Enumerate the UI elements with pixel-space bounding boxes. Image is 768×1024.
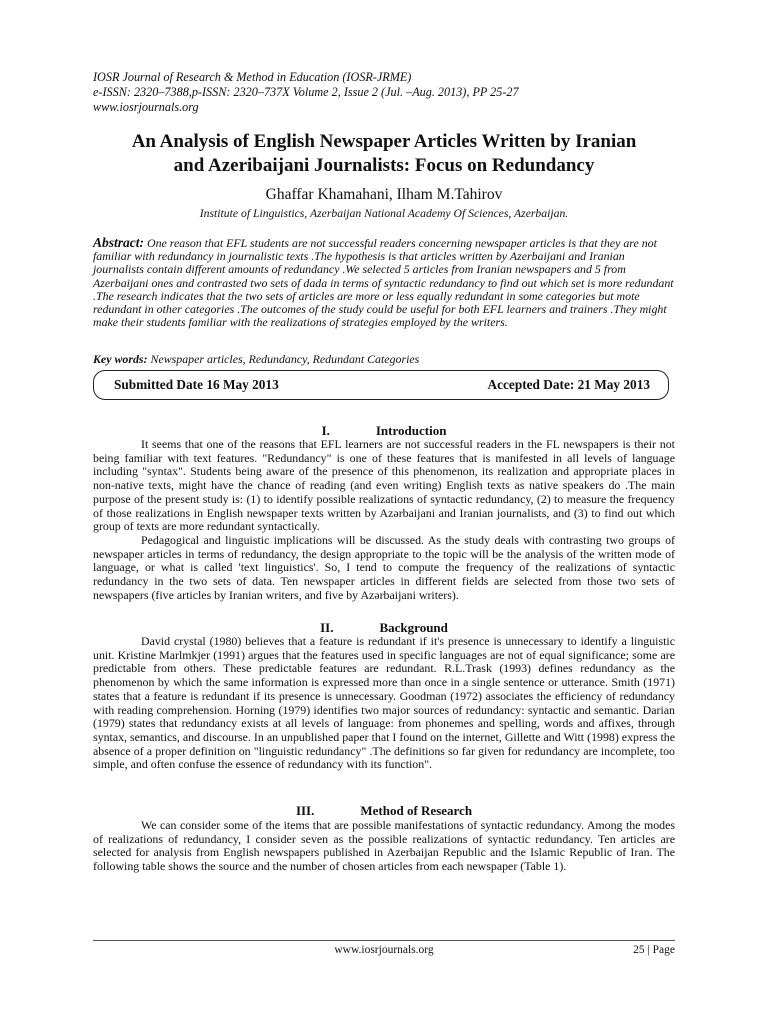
journal-name: IOSR Journal of Research & Method in Education (IOSR-JRME) (93, 70, 412, 84)
abstract (93, 236, 675, 329)
keywords-label: Key words: (93, 352, 148, 366)
section-heading-method (93, 803, 675, 818)
abstract-label: Abstract: (93, 235, 145, 250)
accepted-date: Accepted Date: 21 May 2013 (487, 377, 650, 392)
section-heading-background (93, 620, 675, 635)
section-title: Background (379, 620, 448, 635)
keywords (93, 352, 675, 366)
paragraph-text: David crystal (1980) believes that a feature is redundant if it's presence is unnecessary to identify a linguistic unit. Kristine Marlmkjer (1991) argues that the features used in specific languages are not of equal significance; some are predictable from others. These predictable features are redundant. R.L.Trask (1993) defines redundancy as the phenomenon by which the same information is expressed more than once in a single sentence or utterance. Smith (1971) states that a feature is redundant if its presence is unnecessary. Goodman (1972) associates the efficiency of redundancy with reading comprehension. Horning (1979) identifies two major sources of redundancy: syntactic and semantic. Darian (1979) states that redundancy exists at all levels of language: from phonemes and spelling, words and affixes, through syntax, semantics, and discourse. In an unpublished paper that I found on the internet, Gillette and Witt (1998) express the absence of a proper definition on "linguistic redundancy" .The definitions so far given for redundancy are incomplete, too simple, and often confuse the essence of redundancy with its function". (93, 634, 675, 772)
section-number: II. (320, 620, 334, 635)
page-number: 25 | Page (633, 944, 675, 956)
paper-title-line-2: and Azeribaijani Journalists: Focus on Redundancy (173, 155, 595, 176)
paragraph-text: Pedagogical and linguistic implications will be discussed. As the study deals with contrasting two groups of newspaper articles in terms of redundancy, the design appropriate to the topic will be the analysis of the written mode of language, or what is called 'text linguistics'. So, I tend to compute the frequency of the realizations of syntactic redundancy in the two sets of data. Ten newspaper articles in different fields are selected from those two sets of newspapers (five articles by Iranian writers, and five by Azərbaijani writers). (93, 533, 675, 602)
intro-paragraph-1 (93, 438, 675, 534)
section-heading-introduction (93, 423, 675, 438)
keywords-text: Newspaper articles, Redundancy, Redundant Categories (150, 352, 420, 366)
paper-title (60, 130, 708, 178)
background-paragraph (93, 635, 675, 772)
authors: Ghaffar Khamahani, Ilham M.Tahirov (265, 186, 503, 203)
abstract-text: One reason that EFL students are not successful readers concerning newspaper articles is that they are not familiar with redundancy in journalistic texts .The hypothesis is that articles written by Azerbaijani and Iranian journalists contain different amounts of redundancy .We selected 5 articles from Iranian newspapers and 5 from Azerbaijani ones and contrasted two sets of dada in terms of syntactic redundancy to find out which set is more redundant .The research indicates that the two sets of articles are more or less equally redundant in some categories but mote redundant in other categories .The outcomes of the study could be useful for both EFL learners and trainers .They might make their students familiar with the realizations of strategies employed by the writers. (93, 236, 674, 330)
footer-divider (93, 940, 675, 941)
section-title: Introduction (375, 423, 447, 438)
paragraph-text: It seems that one of the reasons that EFL learners are not successful readers in the FL newspapers is their not being familiar with text features. "Redundancy" is one of these features that is manifested in all levels of language including "syntax". Students being aware of the presence of this phenomenon, its realization and appropriate places in non-native texts, might have the chance of reading (and even writing) English texts as native speakers do .The main purpose of the present study is: (1) to identify possible realizations of syntactic redundancy, (2) to measure the frequency of those realizations in English newspaper texts written by Azərbaijani and Iranian journalists, and (3) to find out which group of texts are more redundant syntactically. (93, 437, 675, 534)
paper-title-line-1: An Analysis of English Newspaper Articles Written by Iranian (131, 131, 637, 152)
section-number: III. (295, 803, 315, 818)
journal-website: www.iosrjournals.org (93, 100, 199, 114)
footer-url: www.iosrjournals.org (334, 944, 434, 956)
section-number: I. (321, 423, 330, 438)
affiliation: Institute of Linguistics, Azerbaijan National Academy Of Sciences, Azerbaijan. (199, 207, 569, 220)
dates-box (93, 370, 669, 400)
paragraph-text: We can consider some of the items that are possible manifestations of syntactic redundancy. Among the modes of realizations of redundancy, I consider seven as the possible realizations of syntactic redundancy. Ten articles are selected for analysis from English newspapers published in Azerbaijan Republic and the Islamic Republic of Iran. The following table shows the source and the number of chosen articles from each newspaper (Table 1). (93, 818, 675, 874)
intro-paragraph-2 (93, 534, 675, 603)
section-title: Method of Research (360, 803, 473, 818)
method-paragraph (93, 819, 675, 874)
journal-header (93, 70, 693, 115)
submitted-date: Submitted Date 16 May 2013 (114, 377, 279, 392)
journal-issn: e-ISSN: 2320–7388,p-ISSN: 2320–737X Volume 2, Issue 2 (Jul. –Aug. 2013), PP 25-27 (93, 85, 519, 99)
